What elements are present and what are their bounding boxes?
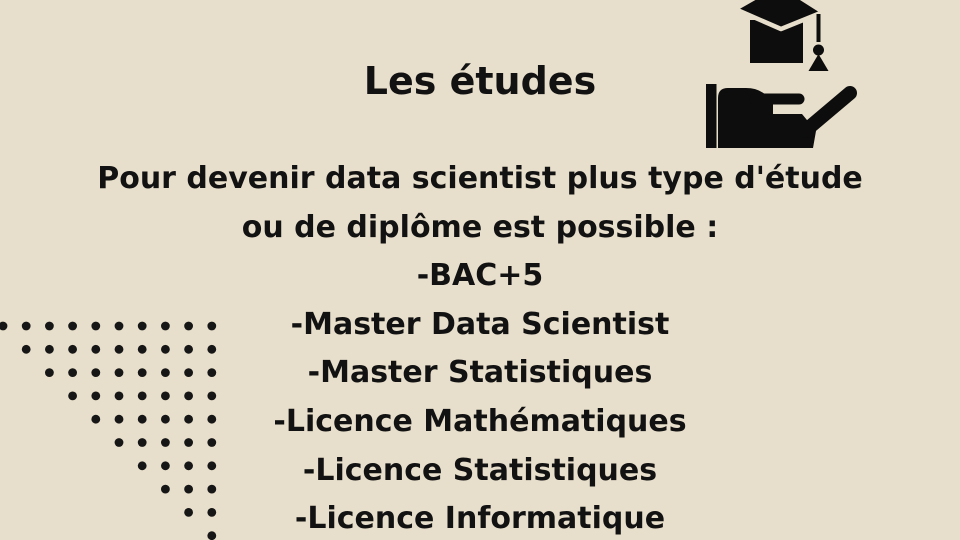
dot [91, 415, 100, 424]
dot [207, 322, 216, 331]
dot [161, 485, 170, 494]
dot [0, 322, 7, 331]
dot [184, 368, 193, 377]
dot [184, 461, 193, 470]
dot [184, 415, 193, 424]
study-option: -BAC+5 [416, 258, 544, 294]
dot [207, 461, 216, 470]
intro-line: Pour devenir data scientist plus type d'étude [97, 161, 863, 196]
dot [115, 345, 124, 354]
dot [161, 392, 170, 401]
dot [184, 322, 193, 331]
dot [184, 438, 193, 447]
dot [45, 368, 54, 377]
mortarboard [735, 0, 823, 29]
dot [161, 415, 170, 424]
dot [22, 345, 31, 354]
dot [68, 345, 77, 354]
tassel-cord [817, 14, 821, 42]
dot [22, 322, 31, 331]
dot [138, 415, 147, 424]
dot [138, 392, 147, 401]
intro-line: ou de diplôme est possible : [241, 209, 719, 245]
dot [115, 368, 124, 377]
dot [207, 438, 216, 447]
dot [207, 345, 216, 354]
dot [91, 322, 100, 331]
dot [91, 392, 100, 401]
dot [207, 531, 216, 540]
dot [115, 415, 124, 424]
dot [68, 392, 77, 401]
dot [45, 322, 54, 331]
tassel-ball [813, 45, 824, 56]
dot [207, 392, 216, 401]
dot [184, 485, 193, 494]
dot-pattern-decoration [0, 318, 224, 540]
dot [138, 438, 147, 447]
dot [184, 345, 193, 354]
dot [45, 345, 54, 354]
study-option: -Licence Statistiques [302, 452, 658, 488]
tassel-fringe [809, 54, 829, 71]
page-title: Les études [363, 59, 597, 103]
dot [161, 368, 170, 377]
graduation-cap-hand-icon [703, 0, 863, 155]
dot [161, 322, 170, 331]
dot [91, 345, 100, 354]
dot [207, 485, 216, 494]
dot [207, 368, 216, 377]
hand-sleeve [706, 84, 717, 148]
dot [161, 438, 170, 447]
dot [68, 322, 77, 331]
dot [207, 415, 216, 424]
study-option: -Licence Informatique [294, 501, 666, 537]
dot [207, 508, 216, 517]
dot [161, 345, 170, 354]
dot [138, 345, 147, 354]
dot [138, 461, 147, 470]
dot [184, 392, 193, 401]
dot [91, 368, 100, 377]
study-option: -Licence Mathématiques [273, 403, 687, 439]
dot [184, 508, 193, 517]
study-option: -Master Statistiques [307, 355, 653, 391]
dot [138, 368, 147, 377]
dot [161, 461, 170, 470]
study-option: -Master Data Scientist [290, 306, 670, 342]
dot [115, 392, 124, 401]
dot [115, 322, 124, 331]
dot [68, 368, 77, 377]
dot [115, 438, 124, 447]
dot [138, 322, 147, 331]
hand-fingers [805, 93, 850, 131]
